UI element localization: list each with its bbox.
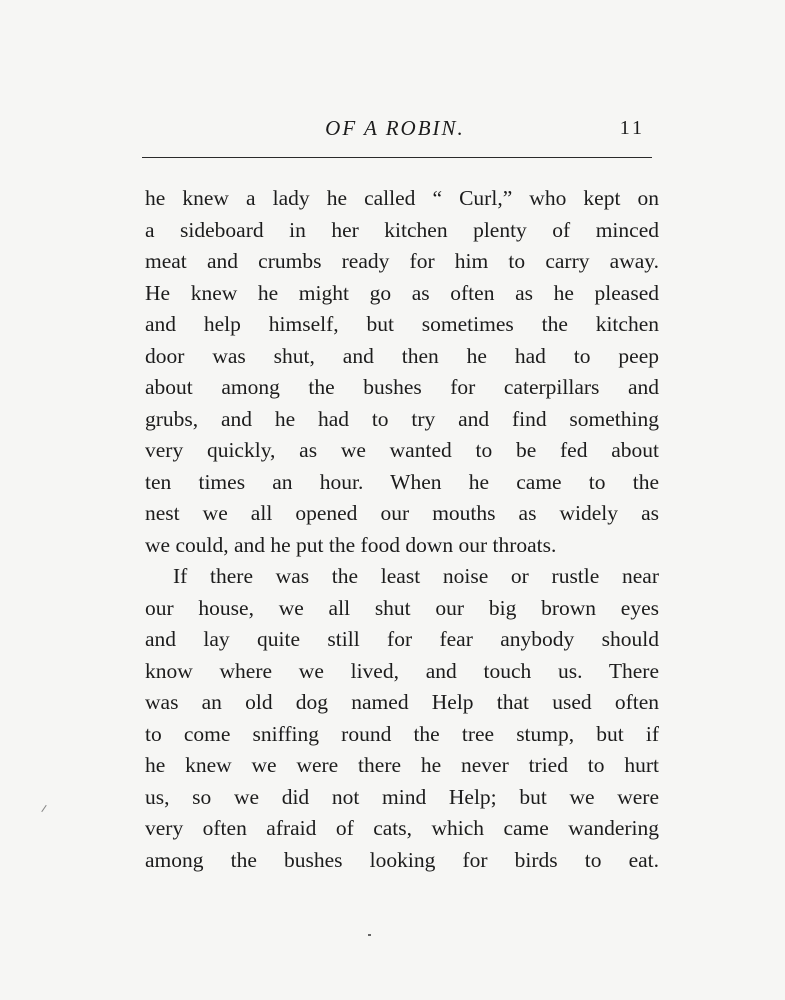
text-line: grubs, and he had to try and find something (145, 406, 659, 431)
text-line: he knew a lady he called “ Curl,” who kept on (145, 186, 659, 210)
body-text (145, 183, 659, 876)
text-line: he knew we were there he never tried to hurt (145, 753, 659, 777)
text-line: know where we lived, and touch us. There (145, 658, 659, 683)
scan-mark (41, 805, 46, 812)
text-line: our house, we all shut our big brown eyes (145, 595, 659, 620)
text-line: us, so we did not mind Help; but we were (145, 784, 659, 809)
text-line: meat and crumbs ready for him to carry away. (145, 249, 659, 273)
running-header-title: OF A ROBIN. (325, 116, 465, 140)
text-line: ten times an hour. When he came to the (145, 469, 659, 494)
header-divider (142, 157, 652, 158)
text-line: nest we all opened our mouths as widely as (145, 501, 659, 525)
page-number: 11 (619, 117, 645, 139)
text-line: among the bushes looking for birds to eat. (145, 847, 659, 872)
text-line: about among the bushes for caterpillars and (145, 375, 659, 399)
text-line: very quickly, as we wanted to be fed about (145, 438, 659, 462)
scan-speck (368, 934, 371, 936)
text-line: door was shut, and then he had to peep (145, 343, 659, 368)
text-line: we could, and he put the food down our throats. (145, 532, 557, 557)
text-line: He knew he might go as often as he pleased (145, 280, 659, 305)
text-line: was an old dog named Help that used often (145, 690, 659, 714)
text-line: a sideboard in her kitchen plenty of minced (145, 217, 659, 242)
text-line: very often afraid of cats, which came wandering (145, 816, 659, 840)
text-line: and lay quite still for fear anybody should (145, 627, 659, 651)
text-line-paragraph-start: If there was the least noise or rustle near (173, 564, 659, 588)
text-line: and help himself, but sometimes the kitchen (145, 312, 659, 336)
text-line: to come sniffing round the tree stump, but if (145, 721, 659, 746)
